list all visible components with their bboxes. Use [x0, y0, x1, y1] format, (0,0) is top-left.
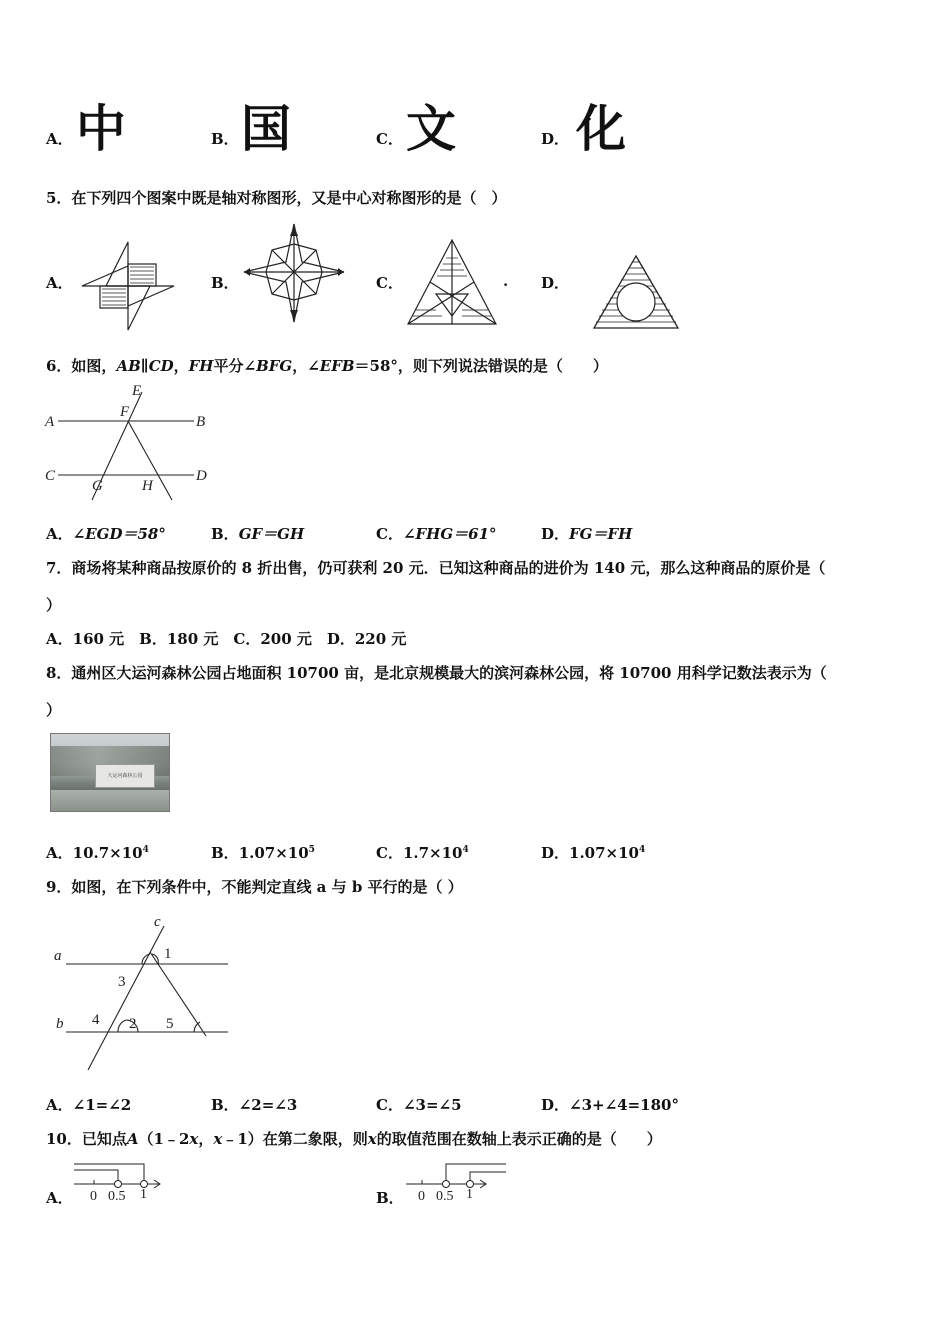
q9-stem: 9．如图，在下列条件中，不能判定直线 a 与 b 平行的是（ ）	[46, 878, 463, 896]
q6-option-d-text: FG＝FH	[569, 525, 633, 543]
q10-b-tick-05: 0.5	[436, 1189, 454, 1204]
q9-label-4: 4	[92, 1012, 100, 1028]
q8-stem-line1: 8．通州区大运河森林公园占地面积 10700 亩，是北京规模最大的滨河森林公园，将 10700 用科学记数法表示为（	[46, 664, 827, 682]
q10-stem-math1: A	[126, 1130, 139, 1148]
q8-option-a-letter: A．	[46, 844, 73, 862]
q10-stem-mid2: ，	[198, 1130, 214, 1148]
q10-numberline-b	[402, 1156, 512, 1206]
q6-stem-math4: EFB	[319, 357, 355, 375]
q6-stem-math1: AB∥CD	[116, 357, 174, 375]
q10-a-tick-05: 0.5	[108, 1189, 126, 1204]
q6-option-a	[46, 523, 166, 544]
q6-stem	[46, 355, 608, 376]
q6-option-a-letter: A．	[46, 525, 73, 543]
q5-option-a-letter: A．	[46, 274, 73, 292]
q9-label-1: 1	[164, 946, 172, 962]
q6-label-g: G	[92, 478, 103, 494]
q9-option-a-text: ∠1=∠2	[72, 1096, 132, 1114]
q9-label-a: a	[54, 948, 62, 964]
q6-stem-mid1: ，	[173, 357, 189, 375]
q5-option-d-letter: D．	[541, 274, 570, 292]
q9-option-a-letter: A．	[46, 1096, 73, 1114]
q6-option-b-letter: B．	[211, 525, 239, 543]
q8-option-c-exp: 4	[462, 845, 469, 855]
q8-option-c	[376, 842, 469, 863]
q6-option-b-text: GF＝GH	[238, 525, 305, 543]
q8-option-c-base: 1.7×10	[402, 844, 463, 862]
q10-stem-math4: x	[367, 1130, 377, 1148]
q9-label-2: 2	[129, 1016, 137, 1032]
q5-option-b-letter: B．	[211, 274, 239, 292]
q8-option-a-exp: 4	[142, 845, 149, 855]
q7-stem-line2: ）	[46, 596, 62, 614]
q6-label-h: H	[142, 478, 153, 494]
q6-label-b: B	[196, 414, 206, 430]
q6-label-e: E	[132, 383, 142, 399]
q5-stem: 5．在下列四个图案中既是轴对称图形，又是中心对称图形的是（ ）	[46, 189, 507, 207]
q10-stem-math2: x	[189, 1130, 199, 1148]
q8-option-c-letter: C．	[376, 844, 403, 862]
q10-b-tick-1: 1	[466, 1187, 473, 1202]
q8-option-d-base: 1.07×10	[569, 844, 639, 862]
q6-label-f: F	[120, 404, 130, 420]
q6-stem-math3: BFG	[256, 357, 293, 375]
q9-option-b-letter: B．	[211, 1096, 239, 1114]
q4-option-d-letter: D．	[541, 130, 570, 148]
q10-option-b-letter: B．	[376, 1189, 404, 1207]
q9-figure-transversals	[46, 912, 236, 1074]
q6-stem-tail: ＝58°，则下列说法错误的是（ ）	[354, 357, 608, 375]
q4-option-d-char: 化	[576, 100, 626, 158]
q4-option-a-letter: A．	[46, 130, 73, 148]
q5-option-c-letter: C．	[376, 274, 403, 292]
q6-label-d: D	[196, 468, 207, 484]
q9-option-c	[376, 1094, 462, 1115]
q5-separator-dot: .	[503, 272, 509, 290]
q4-option-b-letter: B．	[211, 130, 239, 148]
q9-label-b: b	[56, 1016, 64, 1032]
q10-stem	[46, 1128, 662, 1149]
q10-a-tick-0: 0	[90, 1189, 97, 1204]
q7-stem-line1: 7．商场将某种商品按原价的 8 折出售，仍可获利 20 元．已知这种商品的进价为 140 元，那么这种商品的原价是（	[46, 559, 826, 577]
q8-stem-line2: ）	[46, 701, 62, 719]
q4-option-c-letter: C．	[376, 130, 403, 148]
q8-option-b-base: 1.07×10	[238, 844, 309, 862]
q9-option-c-text: ∠3=∠5	[402, 1096, 462, 1114]
q6-label-a: A	[45, 414, 55, 430]
q9-option-d-letter: D．	[541, 1096, 570, 1114]
q10-option-a-letter: A．	[46, 1189, 73, 1207]
q7-options: A．160 元 B．180 元 C．200 元 D．220 元	[46, 630, 407, 648]
q6-stem-mid3: ，∠	[292, 357, 320, 375]
q6-stem-num: 6．如图，	[46, 357, 117, 375]
q8-photo-sign-text: 大运河森林公园	[107, 773, 143, 779]
q5-figure-d-triangle-circle	[592, 254, 680, 330]
q9-label-3: 3	[118, 974, 126, 990]
q6-stem-math2: FH	[188, 357, 214, 375]
q8-photo-ground	[51, 790, 169, 811]
q5-figure-c-triangle	[406, 238, 498, 326]
q4-option-c-char: 文	[406, 100, 456, 158]
q8-option-b-exp: 5	[308, 845, 315, 855]
q6-option-d	[541, 523, 632, 544]
q6-figure-parallel-lines	[42, 380, 212, 505]
q10-a-tick-1: 1	[140, 1187, 147, 1202]
q8-option-d	[541, 842, 645, 863]
q6-option-c	[376, 523, 497, 544]
q8-option-a	[46, 842, 149, 863]
q10-stem-num: 10．已知点	[46, 1130, 127, 1148]
q10-stem-math3: x	[213, 1130, 223, 1148]
q6-option-c-text: ∠FHG＝61°	[402, 525, 497, 543]
q8-option-a-base: 10.7×10	[72, 844, 143, 862]
q9-option-b	[211, 1094, 297, 1115]
q9-option-c-letter: C．	[376, 1096, 403, 1114]
q5-figure-a-pinwheel	[78, 238, 178, 334]
q4-option-a-char: 中	[76, 100, 126, 158]
q8-option-d-letter: D．	[541, 844, 570, 862]
q6-option-a-text: ∠EGD＝58°	[72, 525, 166, 543]
q6-option-c-letter: C．	[376, 525, 403, 543]
q8-option-b	[211, 842, 315, 863]
q8-option-b-letter: B．	[211, 844, 239, 862]
q8-park-photo	[50, 733, 170, 812]
q10-stem-mid3: ﹣1）在第二象限，则	[222, 1130, 368, 1148]
q5-figure-b-star	[240, 222, 348, 324]
q9-option-d-text: ∠3+∠4=180°	[569, 1096, 679, 1114]
q10-numberline-a	[70, 1156, 170, 1206]
q9-label-5: 5	[166, 1016, 174, 1032]
q4-option-b-char: 国	[241, 100, 291, 158]
q9-label-c: c	[154, 914, 161, 930]
q6-stem-mid2: 平分∠	[213, 357, 257, 375]
q10-stem-mid1: （1﹣2	[138, 1130, 190, 1148]
q9-option-a	[46, 1094, 131, 1115]
q10-stem-tail: 的取值范围在数轴上表示正确的是（ ）	[376, 1130, 662, 1148]
q9-option-d	[541, 1094, 679, 1115]
q8-option-d-exp: 4	[639, 845, 646, 855]
q8-photo-sign	[95, 764, 155, 788]
q10-b-tick-0: 0	[418, 1189, 425, 1204]
q6-option-b	[211, 523, 304, 544]
q6-option-d-letter: D．	[541, 525, 570, 543]
q9-option-b-text: ∠2=∠3	[238, 1096, 298, 1114]
q6-label-c: C	[45, 468, 56, 484]
